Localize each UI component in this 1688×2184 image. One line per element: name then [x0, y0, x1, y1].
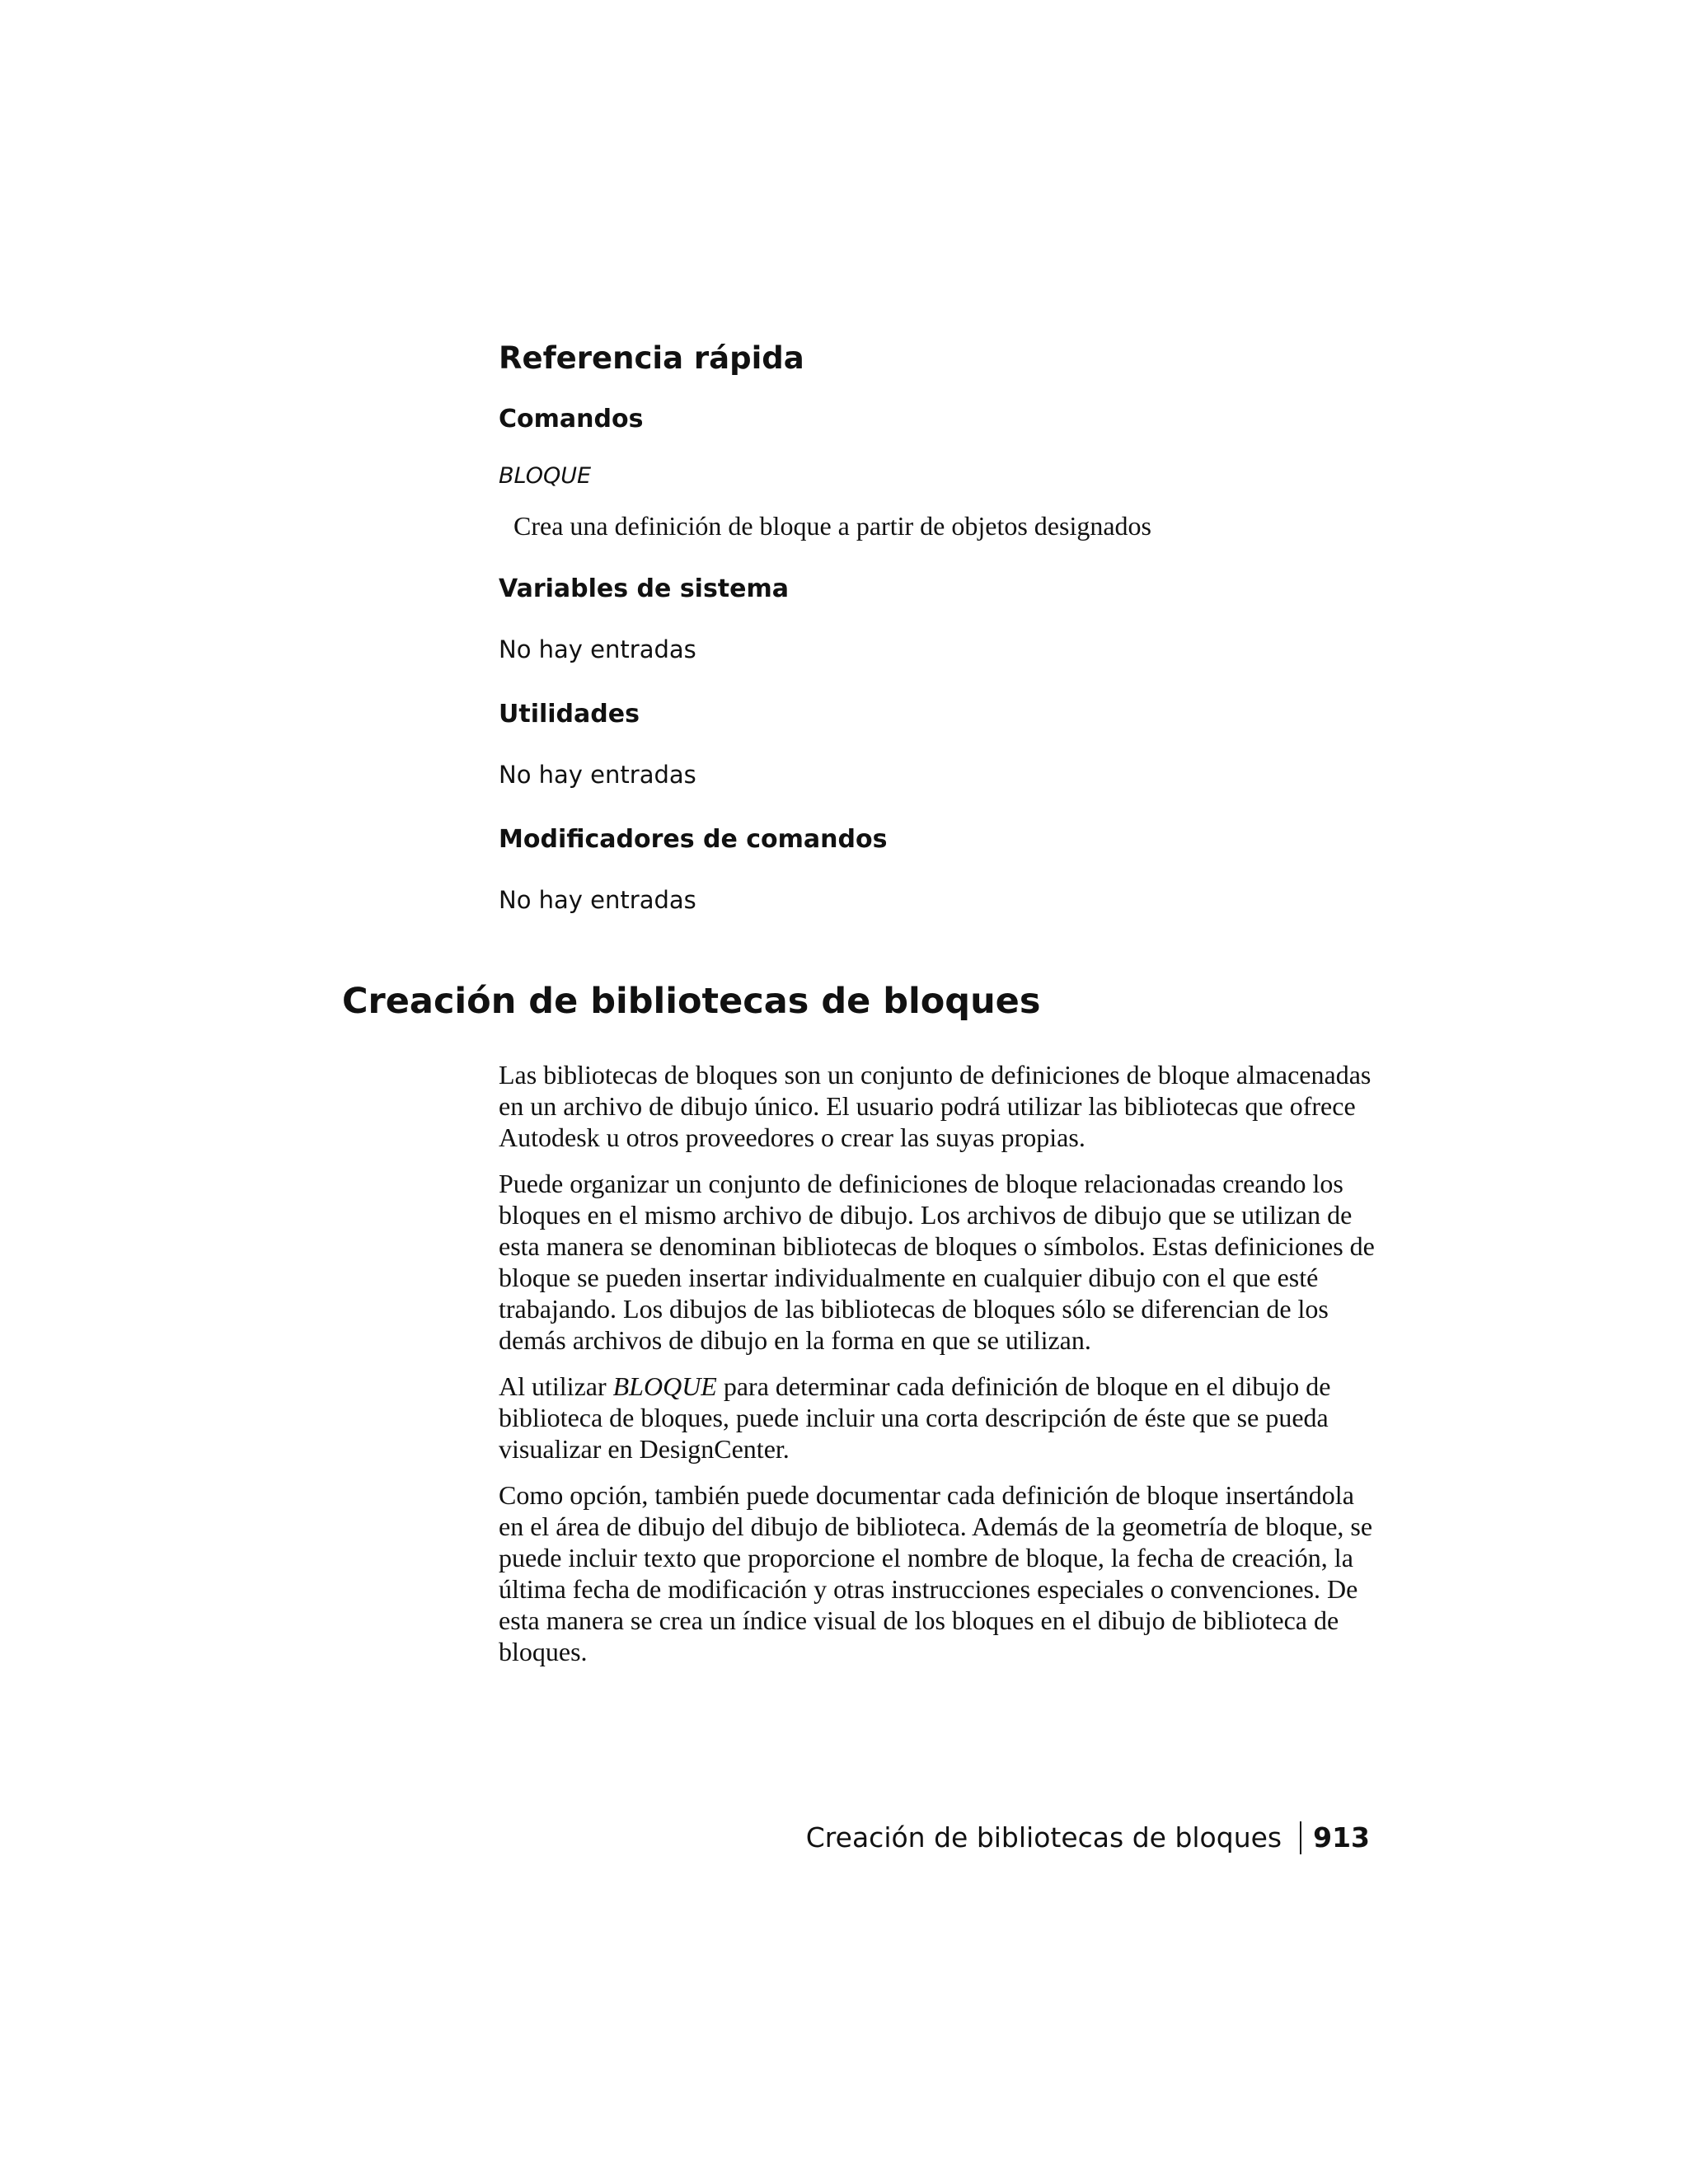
- command-modifiers-heading: Modificadores de comandos: [499, 825, 888, 854]
- quick-reference-title: Referencia rápida: [499, 340, 804, 376]
- footer-separator: [1300, 1821, 1301, 1854]
- paragraph-3-command: BLOQUE: [612, 1371, 717, 1401]
- command-name: BLOQUE: [499, 463, 592, 489]
- paragraph-2: Puede organizar un conjunto de definiciones de bloque relacionadas creando los bloques en el mismo archivo de dibujo. Los archivos de dibujo que se utilizan de esta manera se denominan bibliotecas de bloques o símbolos. Estas definiciones de bloque se pueden insertar individualmente en cualquier dibujo con el que esté trabajando. Los dibujos de las bibliotecas de bloques sólo se diferencian de los demás archivos de dibujo en la forma en que se utilizan.: [499, 1169, 1375, 1355]
- paragraph-3-end: para determinar cada definición de bloque en el dibujo de biblioteca de bloques, puede incluir una corta descripción de éste que se pueda visualizar en DesignCenter.: [499, 1371, 1331, 1464]
- command-modifiers-text: No hay entradas: [499, 886, 696, 914]
- paragraph-4: Como opción, también puede documentar cada definición de bloque insertándola en el área de dibujo del dibujo de biblioteca. Además de la geometría de bloque, se puede incluir texto que proporcione el nombre de bloque, la fecha de creación, la última fecha de modificación y otras instrucciones especiales o convenciones. De esta manera se crea un índice visual de los bloques en el dibujo de biblioteca de bloques.: [499, 1480, 1373, 1666]
- running-title: Creación de bibliotecas de bloques: [805, 1821, 1282, 1854]
- quick-reference: [499, 334, 1372, 919]
- utilities-text: No hay entradas: [499, 761, 696, 789]
- system-variables-text: No hay entradas: [499, 635, 696, 663]
- page-footer: [806, 1817, 1370, 1858]
- paragraph-3: [499, 1371, 1385, 1465]
- section-body: [499, 1059, 1385, 1682]
- commands-heading: Comandos: [499, 405, 644, 434]
- command-description: Crea una definición de bloque a partir de objetos designados: [513, 511, 1151, 541]
- page-number: 913: [1313, 1821, 1370, 1854]
- section-title: Creación de bibliotecas de bloques: [342, 981, 1041, 1022]
- system-variables-heading: Variables de sistema: [499, 574, 790, 603]
- paragraph-1: Las bibliotecas de bloques son un conjunto de definiciones de bloque almacenadas en un archivo de dibujo único. El usuario podrá utilizar las bibliotecas que ofrece Autodesk u otros proveedores o crear las suyas propias.: [499, 1060, 1372, 1152]
- paragraph-3-start: Al utilizar: [499, 1371, 613, 1401]
- utilities-heading: Utilidades: [499, 700, 640, 729]
